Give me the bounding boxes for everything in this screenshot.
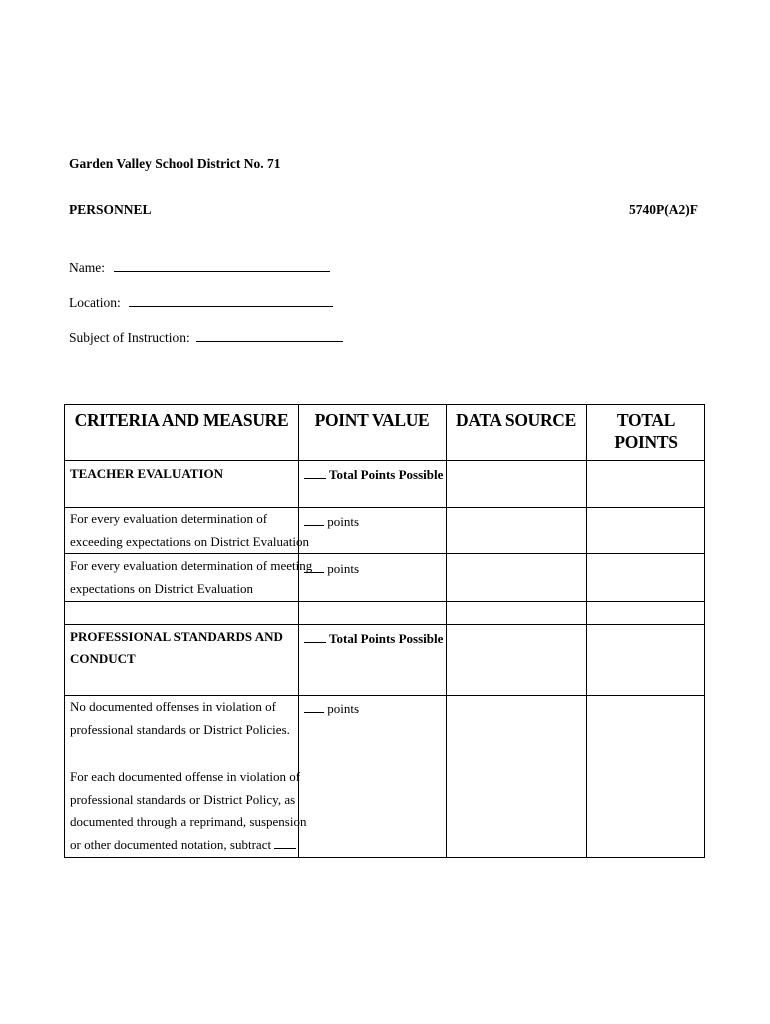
points-meeting: points	[304, 560, 359, 578]
section-professional-standards: PROFESSIONAL STANDARDS AND CONDUCT	[70, 629, 283, 666]
policy-code: 5740P(A2)F	[629, 202, 698, 217]
location-label: Location:	[69, 295, 121, 310]
points-blank[interactable]	[304, 513, 324, 526]
col-divider	[446, 405, 447, 857]
section-teacher-evaluation: TEACHER EVALUATION	[70, 466, 224, 481]
points-no-offenses: points	[304, 700, 359, 718]
name-field	[69, 258, 330, 277]
criteria-documented-offense: For each documented offense in violation of professional standards or District Policy, as documented through a reprimand, suspension or other documented notation, subtract	[70, 769, 307, 852]
location-blank[interactable]	[129, 293, 333, 307]
row-divider	[65, 601, 704, 602]
row-divider	[65, 553, 704, 554]
section2-points-possible: Total Points Possible	[304, 630, 443, 648]
criteria-table	[64, 404, 705, 858]
location-field	[69, 293, 333, 312]
header-data-source: DATA SOURCE	[455, 410, 577, 430]
district-title: Garden Valley School District No. 71	[69, 156, 281, 171]
section-label: PERSONNEL	[69, 202, 152, 217]
header-total-points: TOTAL POINTS	[614, 410, 678, 452]
name-label: Name:	[69, 260, 105, 275]
points-exceeding: points	[304, 513, 359, 531]
header-point-value: POINT VALUE	[314, 410, 430, 430]
subject-blank[interactable]	[196, 328, 343, 342]
row-divider	[65, 624, 704, 625]
points-blank[interactable]	[304, 466, 326, 479]
name-blank[interactable]	[114, 258, 330, 272]
criteria-no-offenses: No documented offenses in violation of professional standards or District Policies.	[70, 699, 290, 737]
row-divider	[65, 460, 704, 461]
subject-field	[69, 328, 343, 347]
subtract-blank[interactable]	[274, 836, 296, 849]
criteria-meeting: For every evaluation determination of meeting expectations on District Evaluation	[70, 558, 313, 596]
subject-label: Subject of Instruction:	[69, 330, 190, 345]
points-blank[interactable]	[304, 630, 326, 643]
header-criteria: CRITERIA AND MEASURE	[74, 410, 289, 430]
col-divider	[586, 405, 587, 857]
criteria-exceeding: For every evaluation determination of exceeding expectations on District Evaluation	[70, 511, 309, 549]
section1-points-possible: Total Points Possible	[304, 466, 443, 484]
points-blank[interactable]	[304, 700, 324, 713]
points-blank[interactable]	[304, 560, 324, 573]
